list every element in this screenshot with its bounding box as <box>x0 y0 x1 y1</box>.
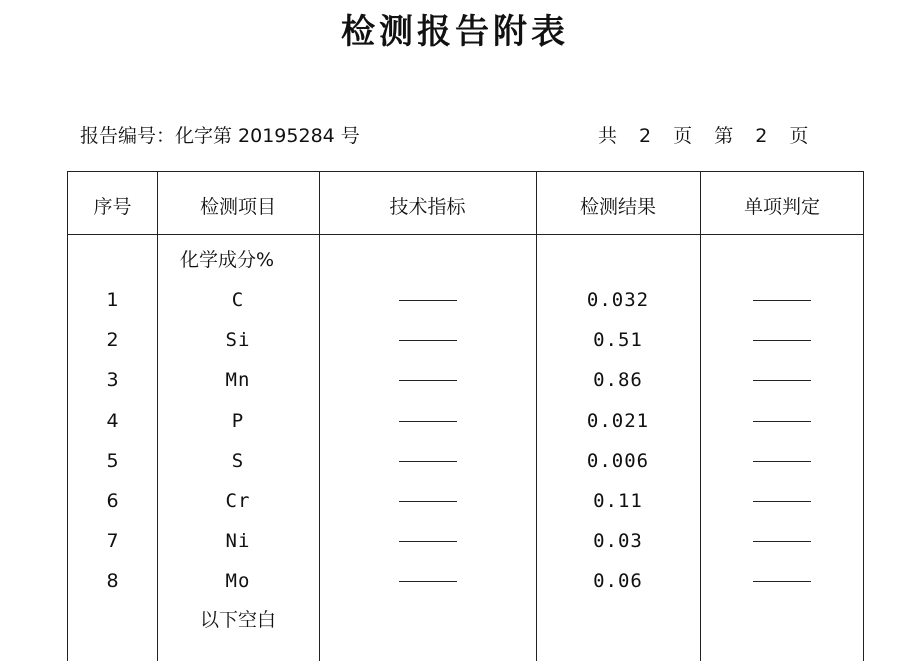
spec-dash <box>399 501 457 502</box>
verdict-dash <box>753 421 811 422</box>
verdict-dash <box>753 501 811 502</box>
spec-dash <box>399 340 457 341</box>
spec-dash <box>399 300 457 301</box>
row-item: Ni <box>225 530 251 552</box>
verdict-dash <box>753 541 811 542</box>
page-title: 检测报告附表 <box>341 12 569 52</box>
section-label: 化学成分% <box>179 249 275 271</box>
header-verdict: 单项判定 <box>743 196 820 218</box>
row-result: 0.51 <box>593 329 643 351</box>
row-result: 0.11 <box>593 490 643 512</box>
row-result: 0.032 <box>586 289 650 311</box>
row-item: Cr <box>225 490 251 512</box>
row-item: Mo <box>225 570 251 592</box>
verdict-dash <box>753 461 811 462</box>
row-result: 0.021 <box>586 410 650 432</box>
verdict-dash <box>753 581 811 582</box>
row-item: S <box>231 450 245 472</box>
header-spec: 技术指标 <box>389 196 466 218</box>
spec-dash <box>399 421 457 422</box>
row-number: 6 <box>106 490 119 512</box>
header-result: 检测结果 <box>579 196 656 218</box>
row-result: 0.86 <box>593 369 643 391</box>
row-item: C <box>231 289 245 311</box>
page-info: 共 2 页 第 2 页 <box>598 125 811 147</box>
row-number: 3 <box>106 369 119 391</box>
header-item: 检测项目 <box>199 196 276 218</box>
results-table <box>67 171 864 661</box>
spec-dash <box>399 380 457 381</box>
row-result: 0.006 <box>586 450 650 472</box>
spec-dash <box>399 541 457 542</box>
verdict-dash <box>753 340 811 341</box>
spec-dash <box>399 581 457 582</box>
column-divider <box>319 172 320 661</box>
row-result: 0.03 <box>593 530 643 552</box>
row-number: 4 <box>106 410 119 432</box>
row-item: P <box>231 410 245 432</box>
spec-dash <box>399 461 457 462</box>
row-number: 8 <box>106 570 119 592</box>
row-number: 5 <box>106 450 119 472</box>
row-item: Mn <box>225 369 251 391</box>
row-result: 0.06 <box>593 570 643 592</box>
header-no: 序号 <box>93 196 132 218</box>
report-number: 报告编号：化字第 20195284 号 <box>80 125 360 147</box>
row-number: 2 <box>106 329 119 351</box>
end-note: 以下空白 <box>199 609 276 631</box>
column-divider <box>700 172 701 661</box>
row-number: 7 <box>106 530 119 552</box>
header-divider <box>68 234 863 235</box>
row-number: 1 <box>106 289 119 311</box>
row-item: Si <box>225 329 251 351</box>
verdict-dash <box>753 300 811 301</box>
verdict-dash <box>753 380 811 381</box>
